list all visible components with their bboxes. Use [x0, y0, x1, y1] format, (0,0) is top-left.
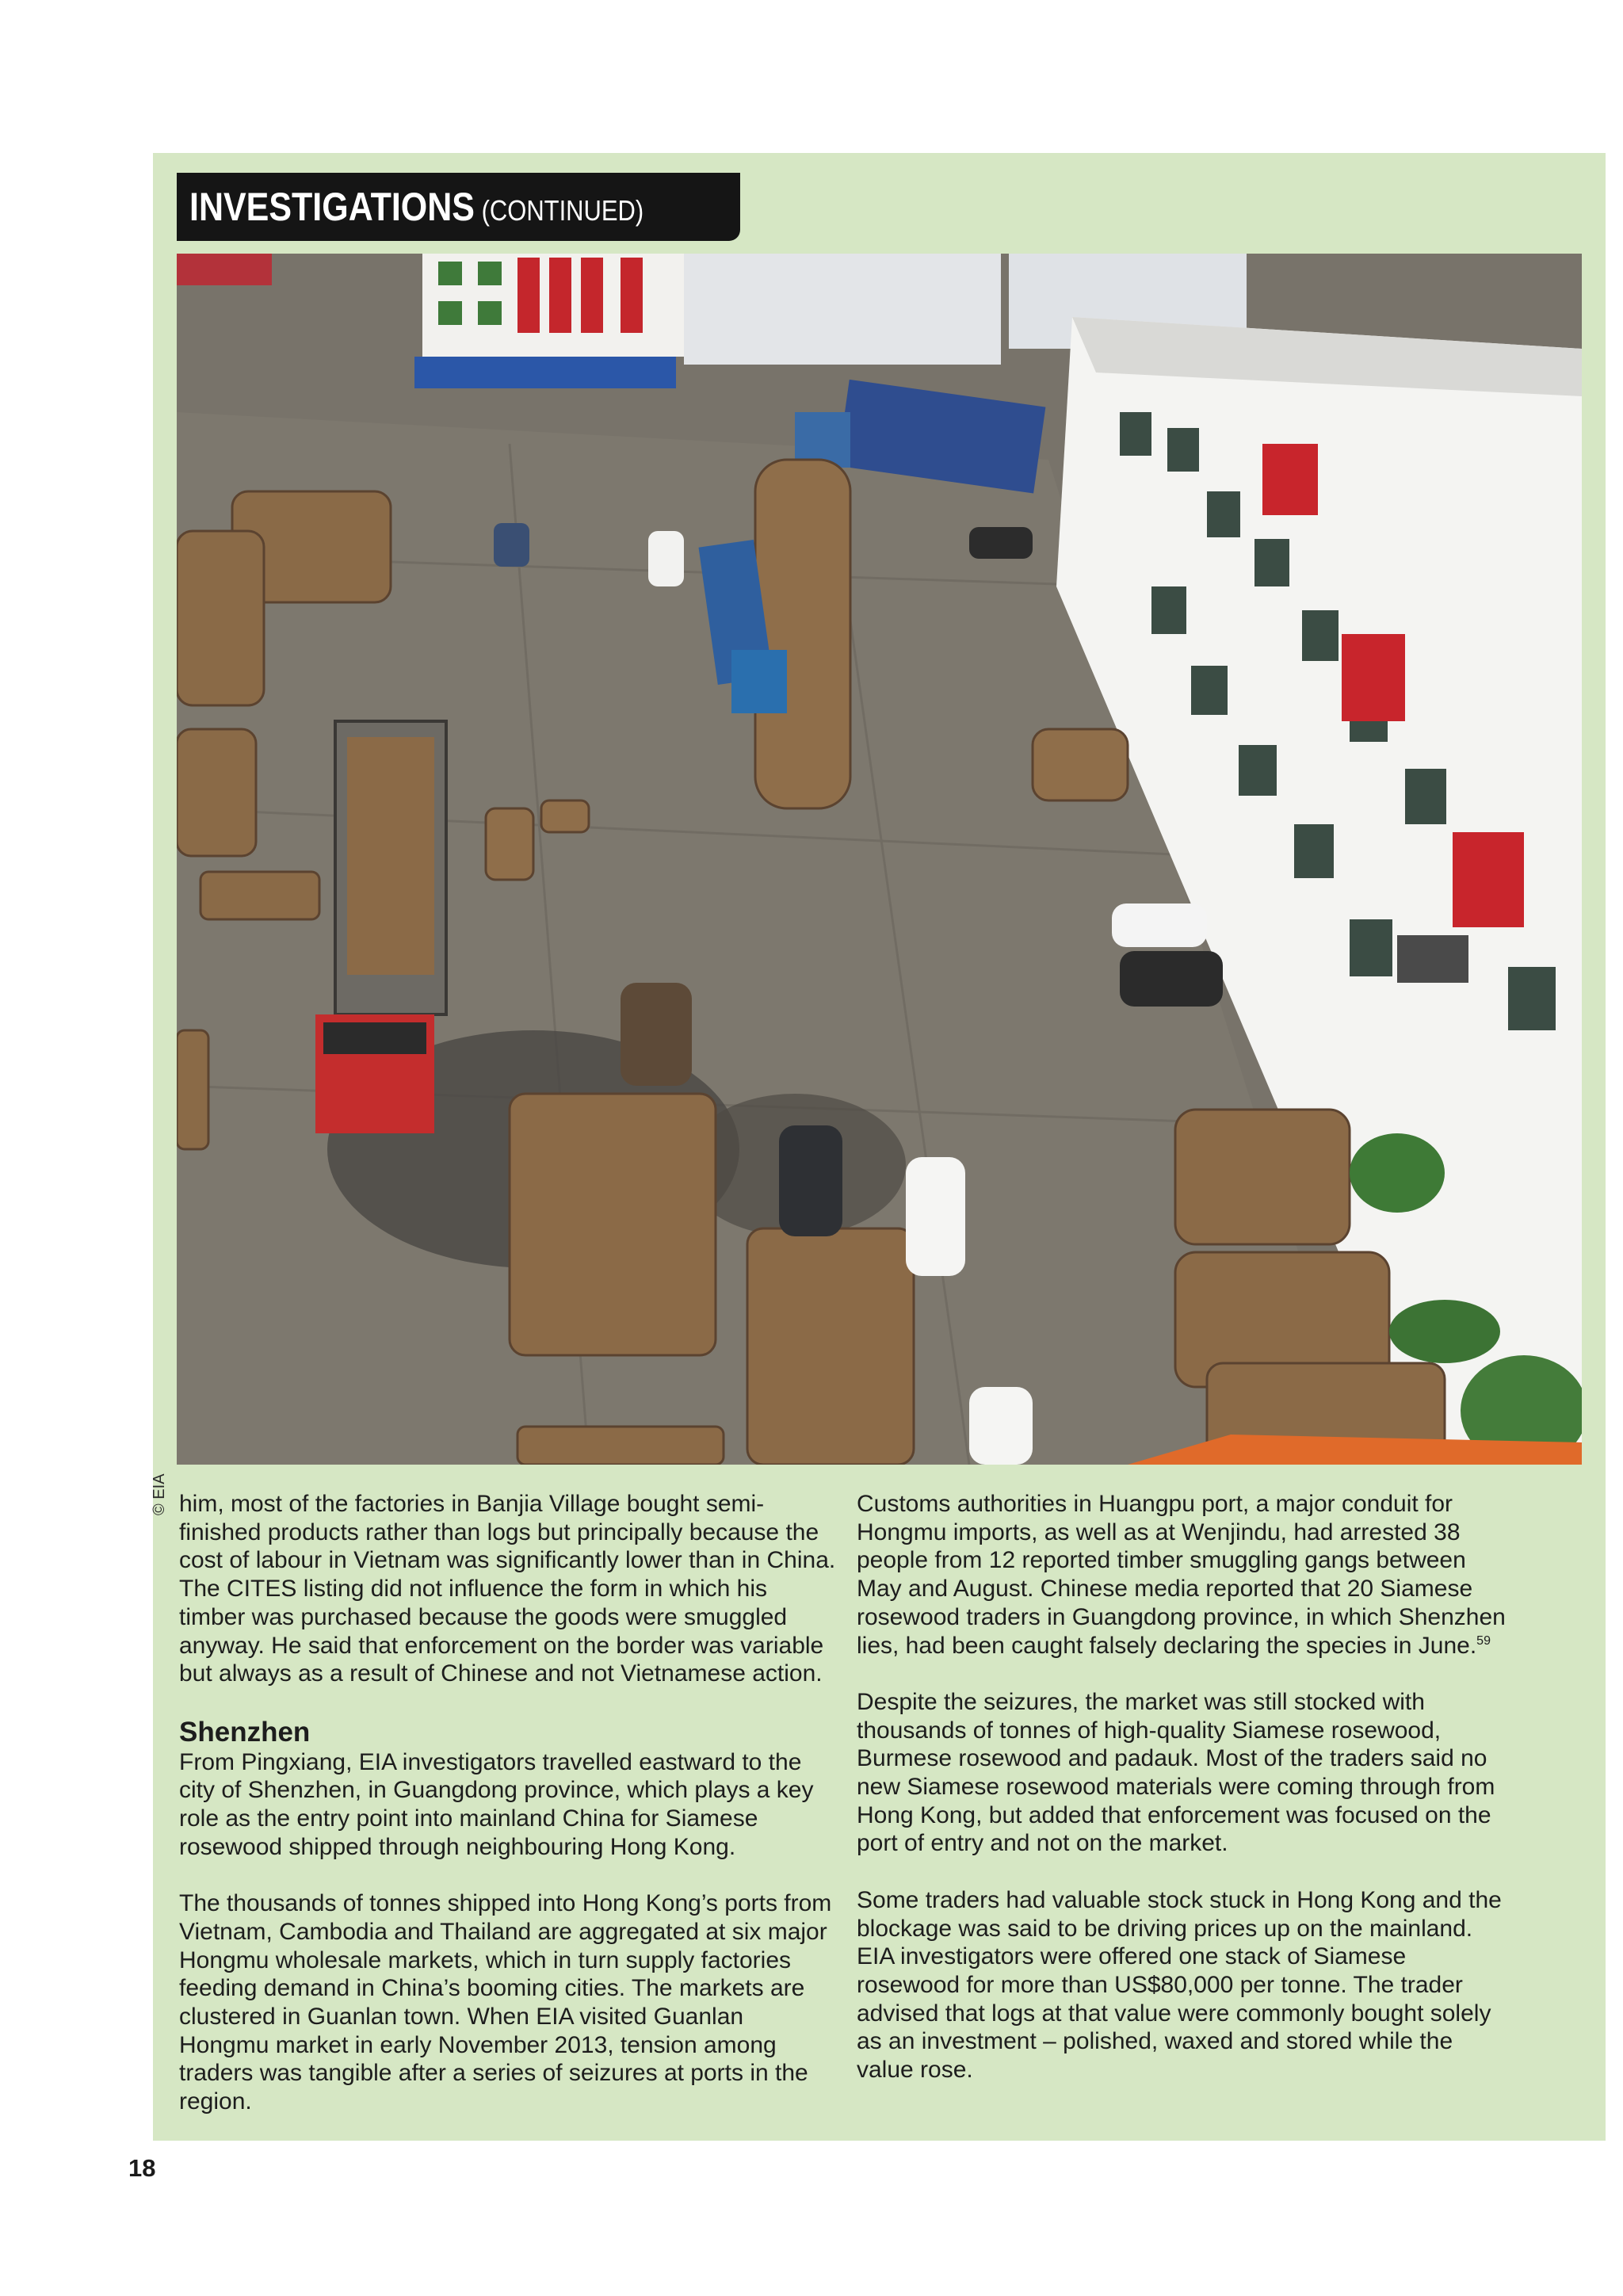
right-paragraph-2: Despite the seizures, the market was still stocked with thousands of tonnes of high-quality Siamese rosewood, Burmese rosewood and padauk. Most of the traders said no new Siamese rosewood materials were coming through from Hong Kong, but added that enforcement was focused on the port of entry and not on the market.: [857, 1688, 1495, 1857]
section-subtitle: (CONTINUED): [481, 194, 644, 227]
footnote-reference[interactable]: 59: [1476, 1633, 1491, 1648]
section-header-tab: [177, 173, 740, 241]
right-text-column: [857, 1490, 1514, 2084]
right-paragraph-1: [857, 1490, 1514, 1660]
right-paragraph-3: Some traders had valuable stock stuck in Hong Kong and the blockage was said to be driving prices up on the mainland. EIA investigators were offered one stack of Siamese rosewood for more than US$80,000 per tonne. The trader advised that logs at that value were commonly bought solely as an investment – polished, waxed and stored while the value rose.: [857, 1886, 1502, 2084]
section-title-text: INVESTIGATIONS: [189, 185, 475, 229]
left-paragraph-1: him, most of the factories in Banjia Village bought semi-finished products rather than logs but principally because the cost of labour in Vietnam was significantly lower than in China. The CITES listing did not influence the form in which his timber was purchased because the goods were smuggled anyway. He said that enforcement on the border was variable but always as a result of Chinese and not Vietnamese action.: [179, 1491, 836, 1687]
subheading-shenzhen: Shenzhen: [179, 1716, 311, 1748]
right-paragraph-1-text: Customs authorities in Huangpu port, a major conduit for Hongmu imports, as well as at Wenjindu, had arrested 38 people from 12 reported timber smuggling gangs between May and August. Chinese media reported that 20 Siamese rosewood traders in Guangdong province, in which Shenzhen lies, had been caught falsely declaring the species in June.: [857, 1491, 1506, 1659]
timber-yard-illustration: [177, 254, 1582, 1465]
timber-yard-photo: [177, 254, 1582, 1465]
photo-credit: [151, 1457, 182, 1520]
left-paragraph-3: The thousands of tonnes shipped into Hong Kong’s ports from Vietnam, Cambodia and Thailand are aggregated at six major Hongmu wholesale markets, which in turn supply factories feeding demand in China’s booming cities. The markets are clustered in Guanlan town. When EIA visited Guanlan Hongmu market in early November 2013, tension among traders was tangible after a series of seizures at ports in the region.: [179, 1890, 832, 2115]
left-text-column: [179, 1490, 837, 2116]
left-paragraph-2: From Pingxiang, EIA investigators travelled eastward to the city of Shenzhen, in Guangdong province, which plays a key role as the entry point into mainland China for Siamese rosewood shipped through neighbouring Hong Kong.: [179, 1748, 814, 1860]
page-number: 18: [128, 2154, 156, 2182]
section-title: [189, 184, 643, 230]
photo-credit-text: © EIA: [151, 1473, 168, 1515]
